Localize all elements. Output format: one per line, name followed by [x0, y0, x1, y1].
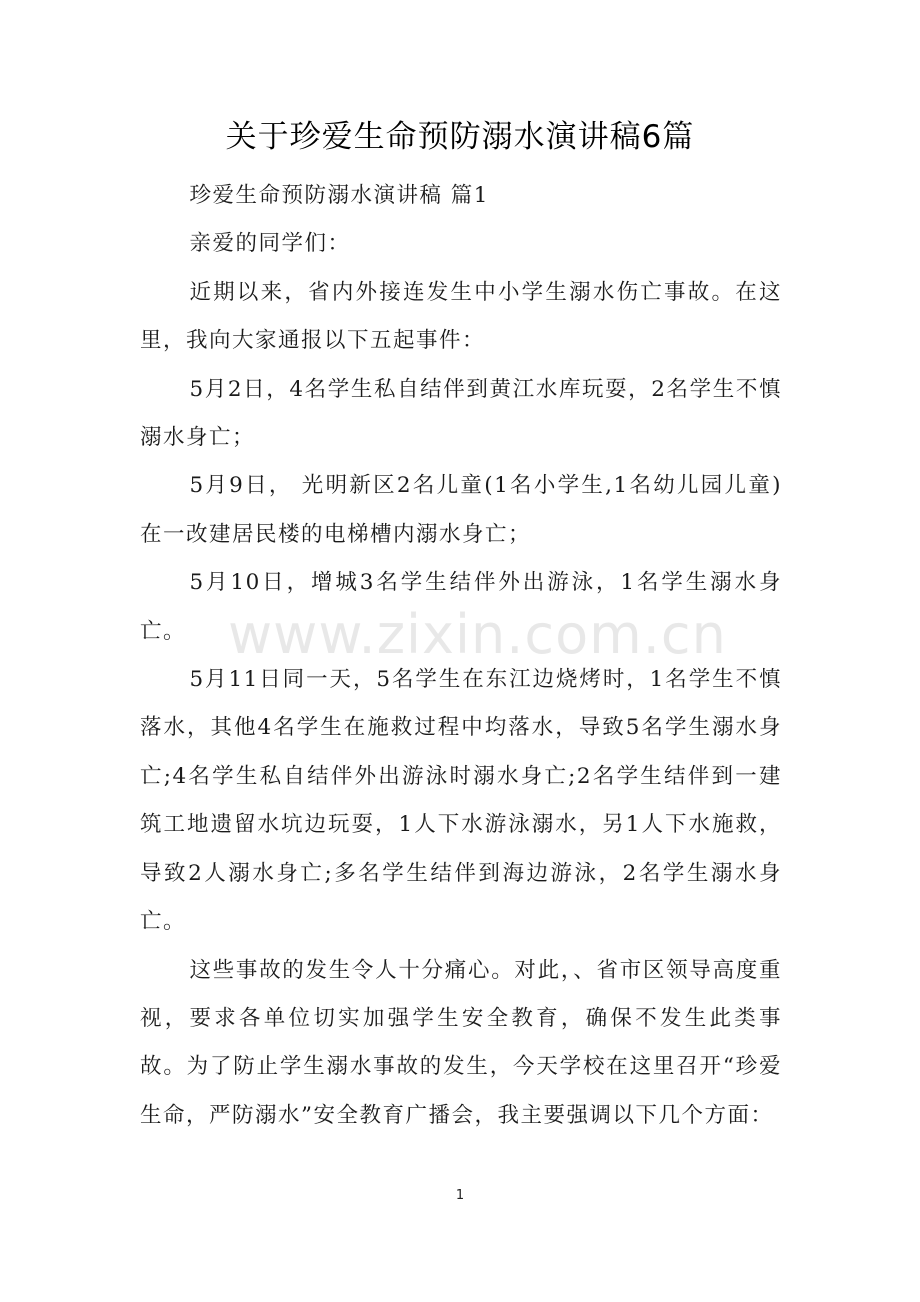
paragraph: 5月10日，增城3名学生结伴外出游泳，1名学生溺水身亡。 — [140, 570, 782, 644]
paragraph: 5月11日同一天，5名学生在东江边烧烤时，1名学生不慎落水，其他4名学生在施救过程中均落水，导致5名学生溺水身亡;4名学生私自结伴外出游泳时溺水身亡;2名学生结伴到一建筑工地遗留水坑边玩耍，1人下水游泳溺水，另1人下水施救，导致2人溺水身亡;多名学生结伴到海边游泳，2名学生溺水身亡。 — [140, 667, 782, 935]
paragraph: 5月9日， 光明新区2名儿童(1名小学生,1名幼儿园儿童)在一改建居民楼的电梯槽内溺水身亡； — [140, 473, 782, 547]
document-body — [140, 172, 782, 1140]
paragraph: 5月2日，4名学生私自结伴到黄江水库玩耍，2名学生不慎溺水身亡； — [140, 376, 782, 451]
paragraph-heading: 珍爱生命预防溺水演讲稿 篇1 — [189, 183, 489, 208]
paragraph: 这些事故的发生令人十分痛心。对此，、省市区领导高度重视，要求各单位切实加强学生安全教育，确保不发生此类事故。为了防止学生溺水事故的发生，今天学校在这里召开“珍爱生命，严防溺水”安全教育广播会，我主要强调以下几个方面： — [140, 957, 782, 1128]
watermark: www.zixin.com.cn — [228, 603, 727, 666]
paragraph-salutation: 亲爱的同学们： — [189, 231, 351, 257]
page-number: 1 — [455, 1188, 465, 1203]
paragraph: 近期以来，省内外接连发生中小学生溺水伤亡事故。在这里，我向大家通报以下五起事件： — [140, 279, 782, 354]
document-title: 关于珍爱生命预防溺水演讲稿6篇 — [225, 119, 695, 155]
